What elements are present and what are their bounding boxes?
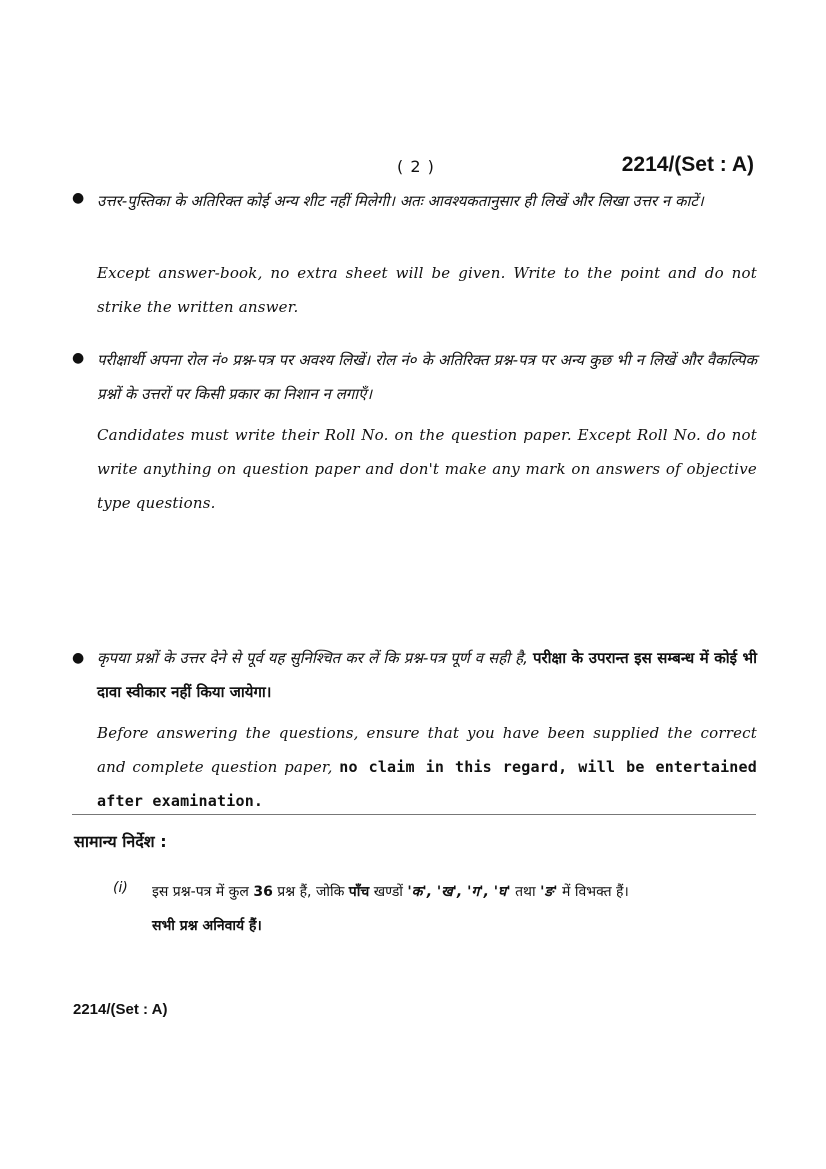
- item-text-line2: सभी प्रश्न अनिवार्य हैं।: [152, 918, 262, 934]
- instruction-2-english: Candidates must write their Roll No. on the question paper. Except Roll No. do not write anything on question paper and don't make any mark on answers of objective type questions.: [97, 426, 757, 512]
- instruction-3-english-text: Before answering the questions, ensure that you have been supplied the correct and complete question paper,: [97, 724, 757, 776]
- section-names: 'क', 'ख', 'ग', 'घ': [407, 884, 511, 900]
- bullet-3: ●: [72, 650, 85, 666]
- question-count: 36: [253, 884, 273, 900]
- instruction-1-english: Except answer-book, no extra sheet will be given. Write to the point and do not strike the written answer.: [97, 264, 757, 316]
- bullet-1: ●: [72, 190, 85, 206]
- instruction-3-english-bold: no claim in this regard, will be entertained after examination.: [97, 758, 758, 810]
- page-number: ( 2 ): [397, 157, 435, 176]
- instruction-3-hindi-text: कृपया प्रश्नों के उत्तर देने से पूर्व यह सुनिश्चित कर लें कि प्रश्न-पत्र पूर्ण व सही है,: [97, 649, 528, 667]
- instruction-3-english: [97, 716, 757, 818]
- set-code-header: 2214/(Set : A): [621, 153, 754, 176]
- item-text-part2: प्रश्न हैं, जोकि: [277, 884, 345, 900]
- instruction-3-hindi: [97, 641, 757, 709]
- general-instructions-title: सामान्य निर्देश :: [74, 832, 167, 851]
- item-text-part5: में विभक्त हैं।: [562, 884, 629, 900]
- general-item-1: [152, 875, 758, 943]
- item-text-part1: इस प्रश्न-पत्र में कुल: [152, 884, 249, 900]
- set-code-footer: 2214/(Set : A): [73, 1001, 168, 1018]
- item-label: (i): [113, 880, 128, 896]
- bullet-2: ●: [72, 350, 85, 366]
- item-text-part4: तथा: [515, 884, 536, 900]
- instruction-1-hindi: उत्तर-पुस्तिका के अतिरिक्त कोई अन्य शीट नहीं मिलेगी। अतः आवश्यकतानुसार ही लिखें और लिखा उत्तर न काटें।: [97, 192, 704, 210]
- instruction-3-hindi-bold: परीक्षा के उपरान्त इस सम्बन्ध में कोई भी दावा स्वीकार नहीं किया जायेगा।: [97, 649, 757, 701]
- section-count: पाँच: [348, 884, 370, 900]
- instruction-2-hindi: परीक्षार्थी अपना रोल नं० प्रश्न-पत्र पर अवश्य लिखें। रोल नं० के अतिरिक्त प्रश्न-पत्र पर अन्य कुछ भी न लिखें और वैकल्पिक प्रश्नों के उत्तरों पर किसी प्रकार का निशान न लगाएँ।: [97, 351, 757, 403]
- last-section-name: 'ङ': [540, 884, 558, 900]
- item-text-part3: खण्डों: [373, 884, 403, 900]
- divider: [72, 814, 756, 815]
